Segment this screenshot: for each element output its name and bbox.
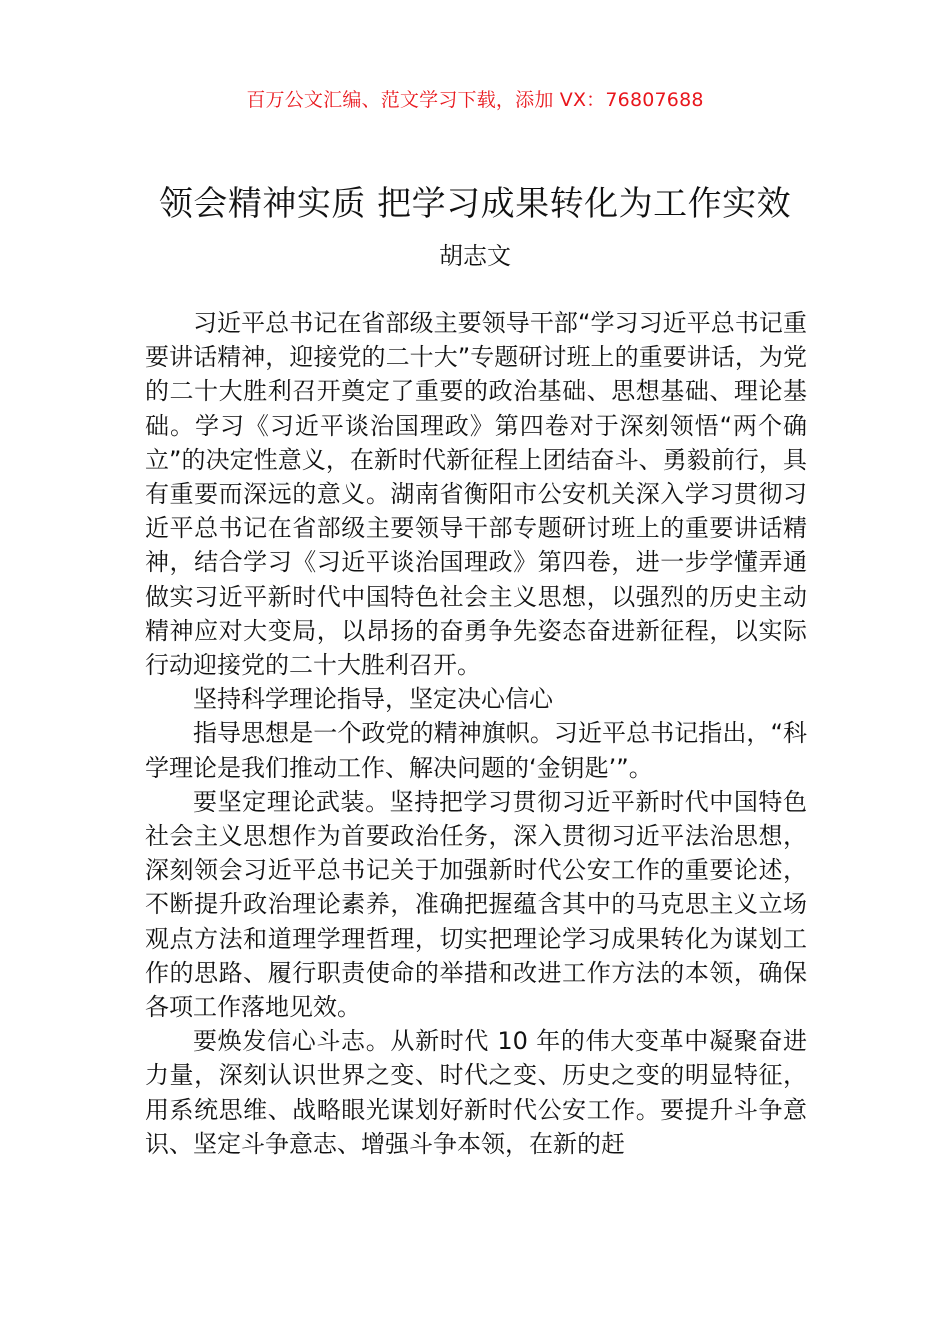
article-author: 胡志文	[439, 242, 511, 270]
paragraph-intro: 习近平总书记在省部级主要领导干部“学习习近平总书记重要讲话精神，迎接党的二十大”专题研讨班上的重要讲话，为党的二十大胜利召开奠定了重要的政治基础、思想基础、理论基础。学习《习近平谈治国理政》第四卷对于深刻领悟“两个确立”的决定性意义，在新时代新征程上团结奋斗、勇毅前行，具有重要而深远的意义。湖南省衡阳市公安机关深入学习贯彻习近平总书记在省部级主要领导干部专题研讨班上的重要讲话精神，结合学习《习近平谈治国理政》第四卷，进一步学懂弄通做实习近平新时代中国特色社会主义思想，以强烈的历史主动精神应对大变局，以昂扬的奋勇争先姿态奋进新征程，以实际行动迎接党的二十大胜利召开。	[145, 309, 807, 680]
paragraph-confidence: 要焕发信心斗志。从新时代 10 年的伟大变革中凝聚奋进力量，深刻认识世界之变、时代之变、历史之变的明显特征，用系统思维、战略眼光谋划好新时代公安工作。要提升斗争意识、坚定斗争意志、增强斗争本领，在新的赶	[145, 1027, 807, 1158]
article-title: 领会精神实质 把学习成果转化为工作实效	[158, 184, 792, 224]
article-body	[145, 306, 807, 1161]
watermark-header: 百万公文汇编、范文学习下载，添加 VX：76807688	[246, 89, 704, 111]
paragraph-guiding-thought: 指导思想是一个政党的精神旗帜。习近平总书记指出，“科学理论是我们推动工作、解决问题的‘金钥匙’”。	[145, 719, 807, 782]
section-heading: 坚持科学理论指导，坚定决心信心	[193, 685, 553, 714]
paragraph-theory-armament: 要坚定理论武装。坚持把学习贯彻习近平新时代中国特色社会主义思想作为首要政治任务，深入贯彻习近平法治思想，深刻领会习近平总书记关于加强新时代公安工作的重要论述，不断提升政治理论素养，准确把握蕴含其中的马克思主义立场观点方法和道理学理哲理，切实把理论学习成果转化为谋划工作的思路、履行职责使命的举措和改进工作方法的本领，确保各项工作落地见效。	[145, 787, 807, 1022]
